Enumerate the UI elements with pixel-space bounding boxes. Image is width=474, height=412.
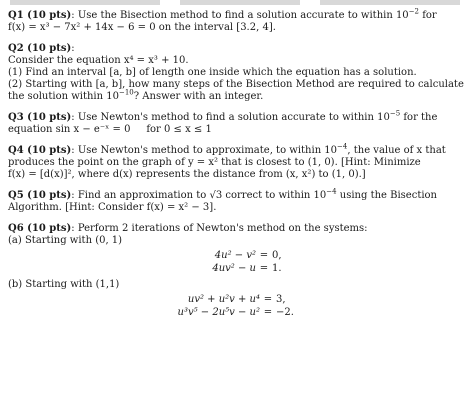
question-3-text: : Use Newton's method to find a solution accurate to within 10 bbox=[71, 112, 390, 123]
equation-row bbox=[8, 249, 466, 262]
top-edge-segment bbox=[10, 0, 160, 5]
question-1-exponent: −2 bbox=[408, 7, 420, 16]
question-1-equation: f(x) = x³ − 7x² + 14x − 6 = 0 on the interval [3.2, 4]. bbox=[8, 22, 276, 33]
equation-lhs: 4uv² − u bbox=[212, 263, 256, 274]
question-4-line-2: produces the point on the graph of y = x² that is closest to (1, 0). [Hint: Minimize bbox=[8, 157, 421, 168]
question-4-text-end: , the value of x that bbox=[347, 145, 446, 156]
equation-lhs: 4u² − v² bbox=[214, 250, 256, 261]
equation-lhs: u³v⁵ − 2u⁵v − u² bbox=[177, 307, 260, 318]
equals-sign: = bbox=[259, 263, 269, 274]
equation-system-a bbox=[8, 249, 466, 275]
equation-row bbox=[8, 306, 466, 319]
question-1-text-end: for bbox=[419, 10, 437, 21]
question-1-label: Q1 (10 pts) bbox=[8, 10, 72, 21]
question-6-label: Q6 (10 pts) bbox=[8, 223, 72, 234]
question-2 bbox=[8, 43, 466, 103]
equation-rhs: −2. bbox=[276, 307, 294, 318]
question-2-exponent: −10 bbox=[118, 88, 134, 97]
question-2-part-2: (2) Starting with [a, b], how many steps of the Bisection Method are required to calculate bbox=[8, 79, 464, 90]
equation-rhs: 0, bbox=[272, 250, 282, 261]
question-4-exponent: −4 bbox=[337, 142, 348, 151]
question-6 bbox=[8, 223, 466, 319]
equals-sign: = bbox=[263, 294, 273, 305]
question-1-text: : Use the Bisection method to find a solution accurate to within 10 bbox=[71, 10, 409, 21]
question-3-text-end: for the bbox=[400, 112, 438, 123]
top-edge-segment bbox=[320, 0, 460, 5]
equals-sign: = bbox=[263, 307, 273, 318]
question-2-part-1: (1) Find an interval [a, b] of length one inside which the equation has a solution. bbox=[8, 67, 417, 78]
question-4-text: : Use Newton's method to approximate, to within 10 bbox=[71, 145, 338, 156]
question-5 bbox=[8, 187, 466, 214]
question-4-line-3: f(x) = [d(x)]², where d(x) represents the distance from (x, x²) to (1, 0).] bbox=[8, 169, 366, 180]
question-4 bbox=[8, 142, 466, 181]
question-2-part-2-end: ? Answer with an integer. bbox=[133, 91, 264, 102]
question-5-label: Q5 (10 pts) bbox=[8, 190, 72, 201]
question-6-text: : Perform 2 iterations of Newton's method on the systems: bbox=[71, 223, 368, 234]
question-2-intro: Consider the equation x⁴ = x³ + 10. bbox=[8, 55, 189, 66]
question-3-label: Q3 (10 pts) bbox=[8, 112, 72, 123]
question-2-colon: : bbox=[71, 43, 75, 54]
question-3-equation: equation sin x − e⁻ˣ = 0 for 0 ≤ x ≤ 1 bbox=[8, 124, 212, 135]
question-4-label: Q4 (10 pts) bbox=[8, 145, 72, 156]
question-2-part-2-cont: the solution within 10 bbox=[8, 91, 119, 102]
equation-row bbox=[8, 293, 466, 306]
question-1 bbox=[8, 7, 466, 34]
top-edge-segment bbox=[180, 0, 300, 5]
equals-sign: = bbox=[259, 250, 269, 261]
equation-system-b bbox=[8, 293, 466, 319]
question-5-text-end: using the Bisection bbox=[336, 190, 437, 201]
question-2-label: Q2 (10 pts) bbox=[8, 43, 72, 54]
equation-lhs: uv² + u²v + u⁴ bbox=[187, 294, 260, 305]
question-6-part-a: (a) Starting with (0, 1) bbox=[8, 235, 123, 246]
question-3-exponent: −5 bbox=[389, 109, 401, 118]
equation-rhs: 1. bbox=[272, 263, 282, 274]
question-5-exponent: −4 bbox=[326, 187, 337, 196]
cropped-top-edge bbox=[0, 0, 474, 6]
equation-rhs: 3, bbox=[276, 294, 286, 305]
question-3 bbox=[8, 109, 466, 136]
question-5-line-2: Algorithm. [Hint: Consider f(x) = x² − 3]. bbox=[8, 202, 217, 213]
question-6-part-b: (b) Starting with (1,1) bbox=[8, 279, 120, 290]
problem-sheet bbox=[8, 7, 466, 328]
question-5-text: : Find an approximation to √3 correct to within 10 bbox=[71, 190, 327, 201]
equation-row bbox=[8, 262, 466, 275]
